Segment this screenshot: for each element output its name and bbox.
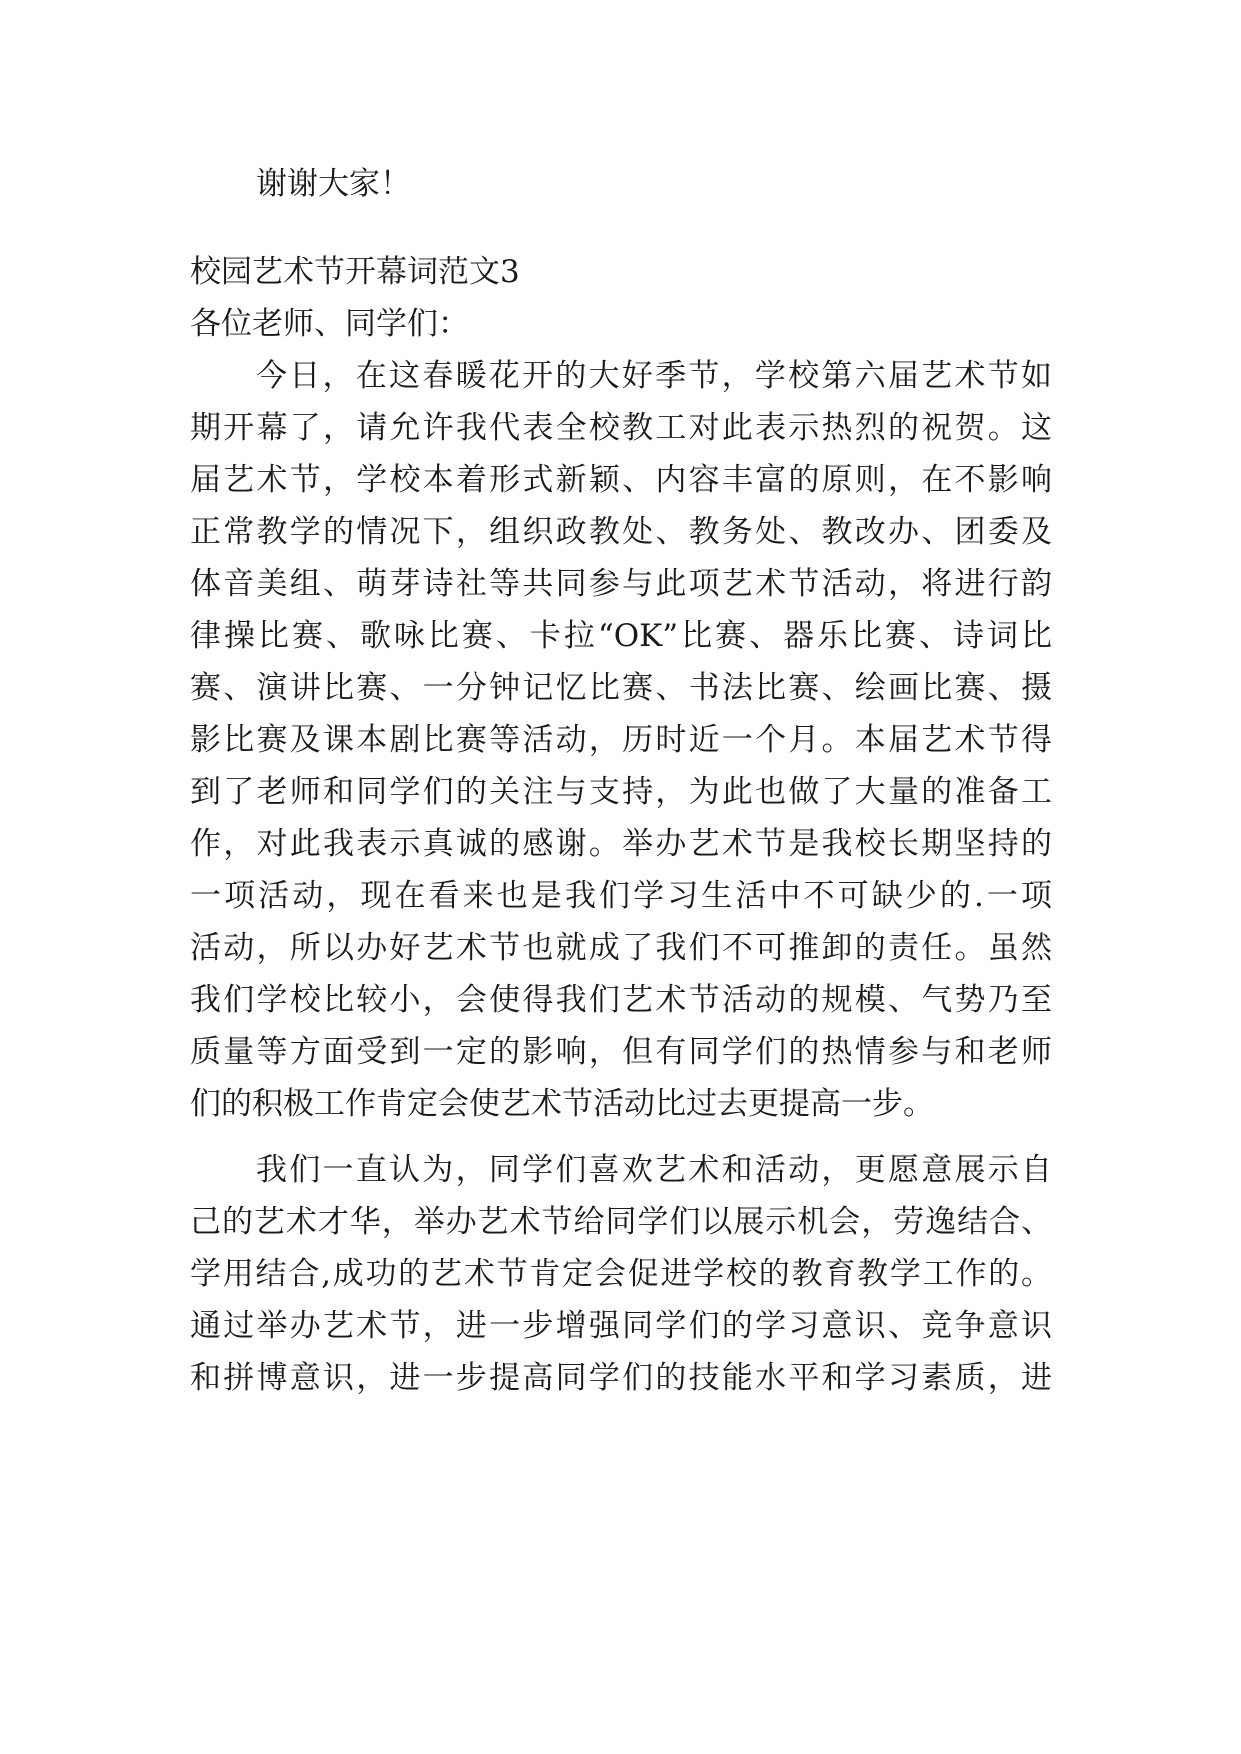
paragraph-1-line: 活动，所以办好艺术节也就成了我们不可推卸的责任。虽然 xyxy=(190,930,1052,966)
paragraph-1-line: 作，对此我表示真诚的感谢。举办艺术节是我校长期坚持的 xyxy=(190,826,1052,862)
paragraph-1-line: 律操比赛、歌咏比赛、卡拉“OK”比赛、器乐比赛、诗词比 xyxy=(190,618,1052,654)
paragraph-1-line: 届艺术节，学校本着形式新颖、内容丰富的原则，在不影响 xyxy=(190,462,1052,498)
paragraph-2-line: 己的艺术才华，举办艺术节给同学们以展示机会，劳逸结合、 xyxy=(190,1204,1052,1240)
section-title: 校园艺术节开幕词范文3 xyxy=(190,254,520,290)
paragraph-2-line: 通过举办艺术节，进一步增强同学们的学习意识、竞争意识 xyxy=(190,1308,1052,1344)
closing-line: 谢谢大家！ xyxy=(256,166,411,202)
paragraph-1-line: 到了老师和同学们的关注与支持，为此也做了大量的准备工 xyxy=(190,774,1052,810)
paragraph-1-line: 今日，在这春暖花开的大好季节，学校第六届艺术节如 xyxy=(256,358,1052,394)
paragraph-1-line: 影比赛及课本剧比赛等活动，历时近一个月。本届艺术节得 xyxy=(190,722,1052,758)
salutation: 各位老师、同学们： xyxy=(190,306,469,342)
paragraph-2-line: 我们一直认为，同学们喜欢艺术和活动，更愿意展示自 xyxy=(256,1152,1052,1188)
paragraph-1-line: 质量等方面受到一定的影响，但有同学们的热情参与和老师 xyxy=(190,1034,1052,1070)
paragraph-1-line: 期开幕了，请允许我代表全校教工对此表示热烈的祝贺。这 xyxy=(190,410,1052,446)
paragraph-2-line: 学用结合,成功的艺术节肯定会促进学校的教育教学工作的。 xyxy=(190,1256,1052,1292)
paragraph-2-line: 和拼博意识，进一步提高同学们的技能水平和学习素质，进 xyxy=(190,1360,1052,1396)
paragraph-1-line: 我们学校比较小，会使得我们艺术节活动的规模、气势乃至 xyxy=(190,982,1052,1018)
paragraph-1-last-line: 们的积极工作肯定会使艺术节活动比过去更提高一步。 xyxy=(190,1086,934,1122)
paragraph-1-line: 正常教学的情况下，组织政教处、教务处、教改办、团委及 xyxy=(190,514,1052,550)
paragraph-1-line: 体音美组、萌芽诗社等共同参与此项艺术节活动，将进行韵 xyxy=(190,566,1052,602)
paragraph-1-line: 赛、演讲比赛、一分钟记忆比赛、书法比赛、绘画比赛、摄 xyxy=(190,670,1052,706)
paragraph-1-line: 一项活动，现在看来也是我们学习生活中不可缺少的.一项 xyxy=(190,878,1052,914)
